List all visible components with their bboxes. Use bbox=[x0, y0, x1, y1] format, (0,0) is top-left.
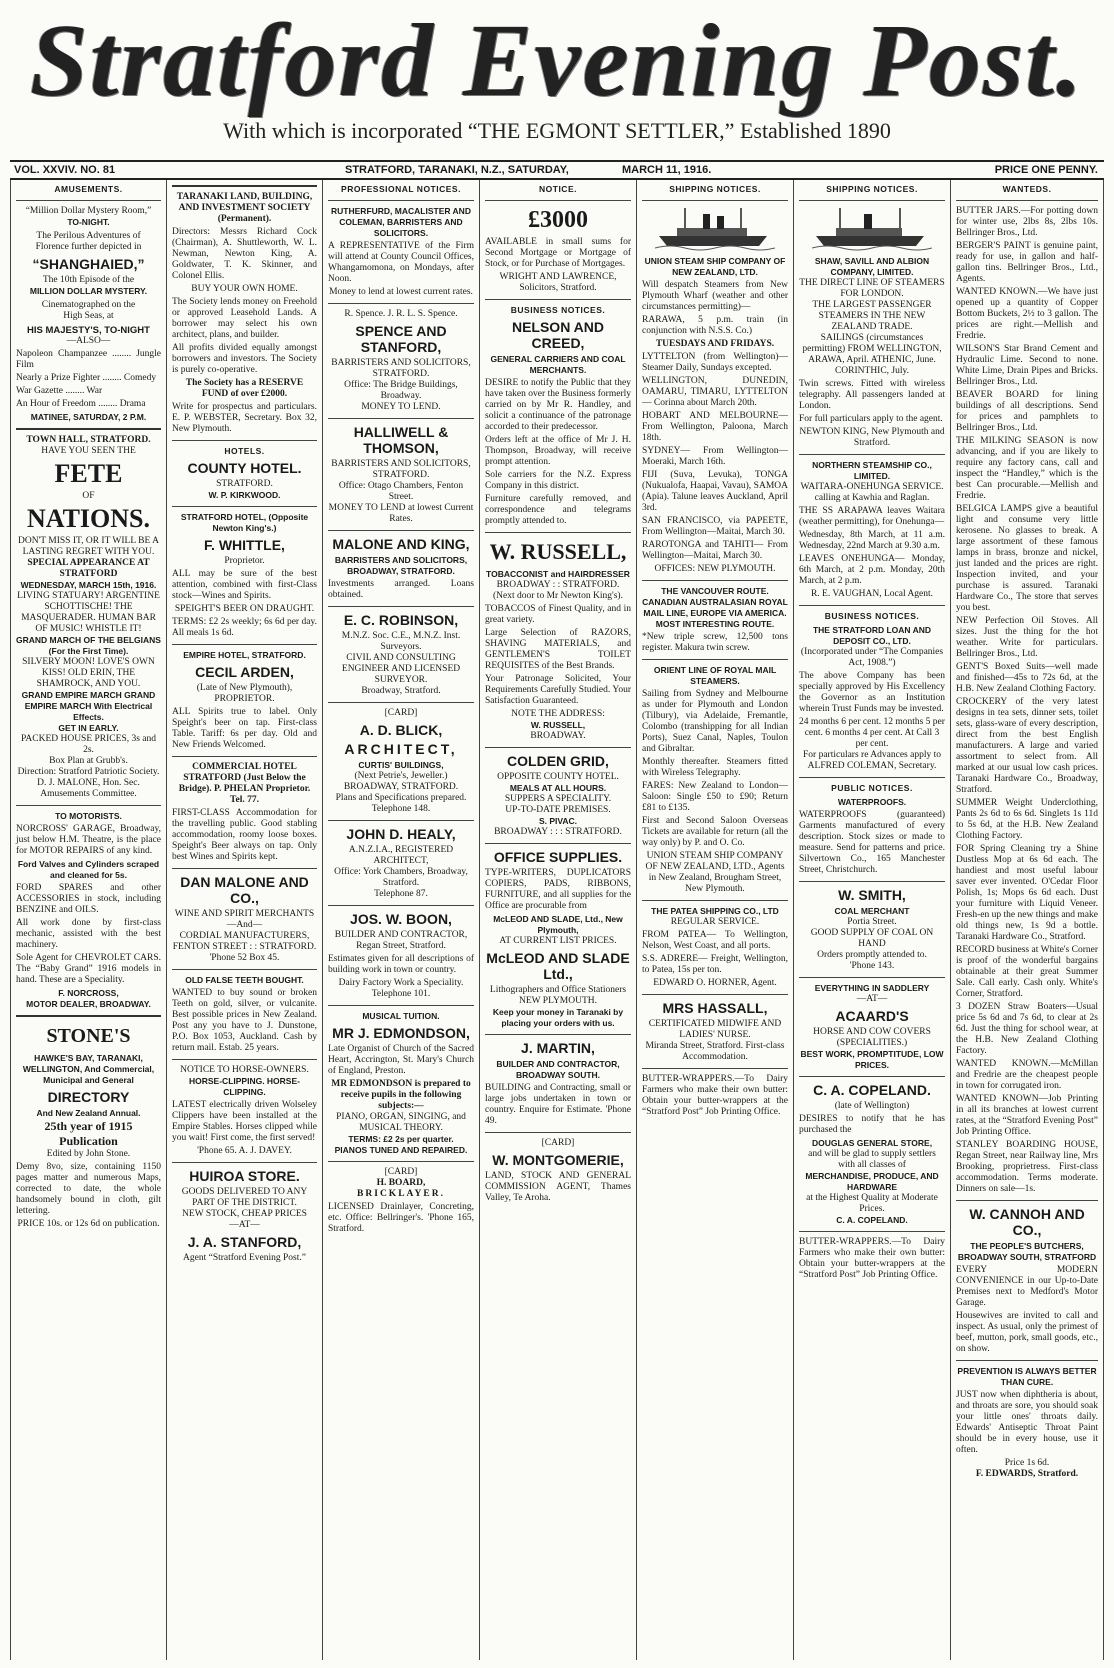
text-line: CERTIFICATED MIDWIFE AND LADIES' NURSE. bbox=[648, 1019, 782, 1040]
text-line: FENTON STREET : : STRATFORD. bbox=[172, 942, 317, 952]
text-line: TERMS: £2 2s weekly; 6s 6d per day. All meals 1s 6d. bbox=[172, 617, 317, 638]
text-line: “Million Dollar Mystery Room,” bbox=[25, 206, 152, 216]
text-line: MOTOR DEALER, BROADWAY. bbox=[26, 999, 151, 1009]
text-line: —AT— bbox=[856, 994, 888, 1004]
text-line: STRATFORD. bbox=[216, 479, 273, 489]
text-line: Will despatch Steamers from New Plymouth Wharf (weather and other circumstances permitting)— bbox=[642, 280, 788, 312]
column-shipping-notices-2 bbox=[794, 180, 950, 1660]
text-line: (Next door to Mr Newton King's). bbox=[493, 591, 623, 601]
text-line: CORDIAL MANUFACTURERS, bbox=[179, 931, 310, 941]
text-line: Broadway, Stratford. bbox=[361, 686, 441, 696]
text-line: WANTED KNOWN.—McMillan and Fredrie are the cheapest people in town for corrugated iron. bbox=[956, 1059, 1098, 1091]
column-wanteds bbox=[951, 180, 1103, 1660]
text-line: PREVENTION IS ALWAYS BETTER THAN CURE. bbox=[957, 1366, 1097, 1387]
text-line: WANTED KNOWN.—We have just opened up a quantity of Copper Bottom Buckets, 2½ to 3 gallon. The prices are right.—Mellish and Fredrie. bbox=[956, 287, 1098, 341]
text-line: and will be glad to supply settlers with all classes of bbox=[808, 1149, 936, 1170]
text-line: Furniture carefully removed, and correspondence and telegrams promptly attended to. bbox=[485, 494, 631, 526]
text-line: ARAWA, April. ATHENIC, June. CORINTHIC, July. bbox=[808, 355, 936, 376]
text-line: [CARD] bbox=[384, 1167, 418, 1177]
text-line: THE DIRECT LINE OF STEAMERS FOR LONDON. bbox=[799, 278, 945, 299]
text-line: WANTED KNOWN—Job Printing in all its branches at lowest current rates, at the “Stratford Evening Post” Job Printing Office. bbox=[956, 1094, 1098, 1137]
section-heading: BUSINESS NOTICES. bbox=[510, 305, 606, 315]
text-line: McLEOD AND SLADE Ltd., bbox=[486, 950, 630, 982]
newspaper-title: Stratford Evening Post. bbox=[29, 3, 1085, 118]
text-line: TERMS: £2 2s per quarter. bbox=[348, 1134, 454, 1144]
text-line: Proprietor. bbox=[224, 556, 265, 566]
text-line: For particulars re Advances apply to bbox=[803, 750, 941, 760]
text-line: Plans and Specifications prepared. Telephone 148. bbox=[335, 793, 467, 814]
text-line: Direction: Stratford Patriotic Society. D. J. MALONE, Hon. Sec. Amusements Committee. bbox=[17, 767, 160, 799]
text-line: UNION STEAM SHIP COMPANY OF NEW ZEALAND, LTD. bbox=[644, 256, 786, 277]
steamship-illustration bbox=[812, 206, 932, 252]
text-line: CANADIAN AUSTRALASIAN ROYAL MAIL LINE, EUROPE VIA AMERICA. MOST INTERESTING ROUTE. bbox=[642, 597, 788, 629]
text-line: WEDNESDAY, MARCH 15th, 1916. bbox=[20, 580, 157, 590]
text-line: Estimates given for all descriptions of building work in town or country. bbox=[328, 954, 474, 975]
text-line: Lithographers and Office Stationers NEW PLYMOUTH. bbox=[489, 985, 627, 1006]
text-line: OFFICE SUPPLIES. bbox=[493, 849, 623, 865]
text-line: Orders left at the office of Mr J. H. Thompson, Broadway, will receive prompt attention. bbox=[485, 435, 631, 467]
text-line: THE SS ARAPAWA leaves Waitara (weather permitting), for Onehunga— bbox=[799, 506, 945, 527]
text-line: First and Second Saloon Overseas Tickets are available for return (all the way only) by P. and O. Co. bbox=[642, 816, 788, 848]
text-line: SUMMER Weight Underclothing, Pants 2s 6d to 6s 6d. Singlets 1s 11d to 5s 6d, at the H.B. New Zealand Clothing Factory. bbox=[956, 798, 1098, 841]
text-line: 'Phone 65. A. J. DAVEY. bbox=[197, 1146, 292, 1156]
column-shipping-notices bbox=[637, 180, 793, 1660]
text-line: EDWARD O. HORNER, Agent. bbox=[653, 978, 777, 988]
text-line: LICENSED Drainlayer, Concreting, etc. Office: Bellringer's. 'Phone 165, Stratford. bbox=[328, 1202, 474, 1234]
text-line: LEAVES ONEHUNGA— Monday, 6th March, at 2 p.m. Monday, 20th March, at 2 p.m. bbox=[799, 554, 945, 586]
text-line: WAITARA-ONEHUNGA SERVICE. calling at Kawhia and Raglan. bbox=[800, 482, 944, 503]
text-line: JOHN D. HEALY, bbox=[346, 826, 456, 842]
text-line: E. C. ROBINSON, bbox=[343, 612, 459, 628]
text-line: (Next Petrie's, Jeweller.) BROADWAY, STRATFORD. bbox=[343, 771, 459, 792]
text-line: TO MOTORISTS. bbox=[55, 811, 122, 821]
text-line: WATERPROOFS. bbox=[837, 797, 907, 807]
text-line: AT CURRENT LIST PRICES. bbox=[499, 936, 617, 946]
text-line: DOUGLAS GENERAL STORE, bbox=[811, 1138, 933, 1148]
text-line: TOWN HALL, STRATFORD. bbox=[26, 435, 151, 445]
text-line: Your Patronage Solicited, Your Requirements Carefully Studied. Your Satisfaction Guaranteed. bbox=[485, 674, 631, 706]
text-line: H. BOARD, bbox=[376, 1178, 426, 1188]
text-line: J. A. STANFORD, bbox=[187, 1234, 302, 1250]
text-line: WATERPROOFS (guaranteed) Garments manufactured of every description. Stock sizes or made to measure. Send for patterns and price. Silvertown Co., 165 Manchester Street, Christchurch. bbox=[799, 810, 945, 875]
text-line: W. CANNOH AND CO., bbox=[969, 1206, 1085, 1238]
text-line: SYDNEY— From Wellington—Moeraki, March 16th. bbox=[642, 446, 788, 467]
text-line: FARES: New Zealand to London— Saloon: Single £50 to £90; Return £81 to £135. bbox=[642, 781, 788, 813]
text-line: TUESDAYS AND FRIDAYS. bbox=[655, 339, 775, 349]
text-line: BUY YOUR OWN HOME. bbox=[191, 284, 298, 294]
text-line: An Hour of Freedom ........ Drama bbox=[16, 399, 146, 409]
place-line: STRATFORD, TARANAKI, N.Z., SATURDAY, bbox=[345, 164, 569, 176]
text-line: MONEY TO LEND at lowest Current Rates. bbox=[328, 503, 474, 524]
text-line: GOOD SUPPLY OF COAL ON HAND bbox=[810, 928, 934, 949]
section-heading: PUBLIC NOTICES. bbox=[831, 783, 913, 793]
text-line: DON'T MISS IT, OR IT WILL BE A LASTING REGRET WITH YOU. bbox=[17, 536, 160, 557]
text-line: Wednesday, 8th March, at 11 a.m. Wednesday, 22nd March at 9.30 a.m. bbox=[799, 530, 945, 551]
text-line: MATINEE, SATURDAY, 2 P.M. bbox=[30, 412, 147, 422]
text-line: BERGER'S PAINT is genuine paint, ready for use, in gallon and half-gallon tins. Bellringer Bros., Ltd., Agents. bbox=[956, 241, 1098, 284]
text-line: MONEY TO LEND. bbox=[361, 402, 441, 412]
text-line: BUTTER-WRAPPERS.—To Dairy Farmers who make their own butter: Obtain your butter-wrappers at the “Stratford Post” Job Printing Office. bbox=[642, 1074, 788, 1117]
column-rule bbox=[1103, 180, 1104, 1660]
text-line: Box Plan at Grubb's. bbox=[49, 756, 128, 766]
text-line: [CARD] bbox=[384, 708, 418, 718]
text-line: J. MARTIN, bbox=[521, 1040, 595, 1056]
text-line: SAILINGS (circumstances permitting) FROM WELLINGTON, bbox=[802, 333, 942, 354]
text-line: MILLION DOLLAR MYSTERY. bbox=[29, 286, 148, 296]
text-line: HORSE AND COW COVERS (SPECIALITIES.) bbox=[813, 1027, 931, 1048]
text-line: TYPE-WRITERS, DUPLICATORS COPIERS, PADS, RIBBONS, FURNITURE, and all supplies for the Office are procurable from bbox=[485, 868, 631, 911]
text-line: SAN FRANCISCO, via PAPEETE, From Wellington—Maitai, March 30. bbox=[642, 516, 788, 537]
text-line: WILSON'S Star Brand Cement and Hydraulic Lime. Second to none. White Lime, Drain Pipes and Bricks. Bellringer Bros., Ltd. bbox=[956, 344, 1098, 387]
text-line: NOTICE TO HORSE-OWNERS. bbox=[180, 1065, 309, 1075]
text-line: GENT'S Boxed Suits—well made and finished—45s to 72s 6d, at the H.B. New Zealand Clothing Factory. bbox=[956, 662, 1098, 694]
text-line: HAVE YOU SEEN THE bbox=[41, 446, 136, 456]
text-line: THE LARGEST PASSENGER STEAMERS IN THE NEW ZEALAND TRADE. bbox=[812, 300, 932, 332]
text-line: MR EDMONDSON is prepared to receive pupils in the following subjects:— bbox=[331, 1079, 471, 1111]
text-line: BUILDING and Contracting, small or large jobs undertaken in town or country. Enquire for Estimate. 'Phone 49. bbox=[485, 1083, 631, 1126]
text-line: MR J. EDMONDSON, bbox=[332, 1025, 470, 1041]
text-line: Portia Street. bbox=[847, 917, 897, 927]
text-line: S.S. ADRERE— Freight, Wellington, to Patea, 15s per ton. bbox=[642, 954, 788, 975]
text-line: UNION STEAM SHIP COMPANY OF NEW ZEALAND, LTD., Agents in New Zealand, Brougham Street, New Plymouth. bbox=[645, 851, 785, 894]
text-line: TARANAKI LAND, BUILDING, AND INVESTMENT SOCIETY (Permanent). bbox=[176, 192, 313, 224]
text-line: THE PATEA SHIPPING CO., LTD bbox=[651, 906, 779, 916]
text-line: Orders promptly attended to. bbox=[817, 950, 927, 960]
text-line: A REPRESENTATIVE of the Firm will attend at County Council Offices, Whangamomona, on Mondays, after Noon. bbox=[328, 241, 474, 284]
text-line: MRS HASSALL, bbox=[662, 1000, 768, 1016]
text-line: M.N.Z. Soc. C.E., M.N.Z. Inst. Surveyors. bbox=[341, 631, 461, 652]
text-line: C. A. COPELAND. bbox=[813, 1082, 931, 1098]
text-line: 24 months 6 per cent. 12 months 5 per cent. 6 months 4 per cent. At Call 3 per cent. bbox=[799, 717, 945, 749]
text-line: FROM PATEA— To Wellington, Nelson, West Coast, and all ports. bbox=[642, 930, 788, 951]
text-line: Investments arranged. Loans obtained. bbox=[328, 579, 474, 600]
section-heading: BUSINESS NOTICES. bbox=[824, 611, 920, 621]
text-line: MEALS AT ALL HOURS. bbox=[509, 783, 607, 793]
text-line: Write for prospectus and particulars. E. P. WEBSTER, Secretary. Box 32, New Plymouth. bbox=[172, 402, 317, 434]
text-line: Late Organist of Church of the Sacred Heart, Accrington, St. Mary's Church of England, Preston. bbox=[328, 1044, 474, 1076]
text-line: GOODS DELIVERED TO ANY PART OF THE DISTRICT. bbox=[181, 1187, 308, 1208]
text-line: 3 DOZEN Straw Boaters—Usual price 5s 6d and 7s 6d, to clear at 2s 6d. Just the thing for school wear, at the H.B. New Zealand Clothing Factory. bbox=[956, 1002, 1098, 1056]
text-line: HOBART AND MELBOURNE—From Wellington, Paloona, March 18th. bbox=[642, 411, 788, 443]
text-line: FOR Spring Cleaning try a Shine Dustless Mop at 6s 6d each. The handiest and most useful labour saver ever invented. O'Cedar Floor Polish, 1s; Mops 6s 6d each. Dust your furniture with Liquid Veneer. Fresh-en up the new things and make old things new, 1s 9d a bottle. Taranaki Hardware Co., Stratford. bbox=[956, 844, 1098, 942]
text-line: COAL MERCHANT bbox=[834, 906, 910, 916]
text-line: All work done by first-class mechanic, assisted with the best machinery. bbox=[16, 918, 161, 950]
text-line: EMPIRE HOTEL, STRATFORD. bbox=[183, 650, 306, 660]
text-line: RARAWA, 5 p.m. train (in conjunction with N.S.S. Co.) bbox=[642, 315, 788, 336]
text-line: £3000 bbox=[528, 207, 588, 233]
text-line: DIRECTORY bbox=[47, 1089, 130, 1105]
text-line: HAWKE'S BAY, TARANAKI, WELLINGTON, And Commercial, Municipal and General bbox=[22, 1053, 155, 1085]
text-line: GRAND EMPIRE MARCH GRAND EMPIRE MARCH With Electrical Effects. bbox=[21, 690, 156, 722]
text-line: (Late of New Plymouth), PROPRIETOR. bbox=[196, 683, 293, 704]
text-line: ALFRED COLEMAN, Secretary. bbox=[807, 761, 937, 771]
text-line: HALLIWELL & THOMSON, bbox=[353, 424, 449, 456]
text-line: BROADWAY SOUTH, STRATFORD bbox=[957, 1252, 1097, 1262]
text-line: Office: Otago Chambers, Fenton Street. bbox=[338, 481, 464, 502]
text-line: [CARD] bbox=[541, 1138, 575, 1148]
text-line: NELSON AND CREED, bbox=[511, 319, 605, 351]
text-line: SPEIGHT'S BEER ON DRAUGHT. bbox=[174, 604, 315, 614]
text-line: Sailing from Sydney and Melbourne as under for Plymouth and London (Tilbury), via Adelaide, Fremantle, Colombo (transhipping for all Indian Ports), Suez Canal, Naples, Toulon and Gibraltar. bbox=[642, 689, 788, 754]
text-line: THE VANCOUVER ROUTE. bbox=[661, 586, 769, 596]
section-heading: NOTICE. bbox=[539, 184, 577, 194]
text-line: SPENCE AND STANFORD, bbox=[355, 323, 447, 355]
text-line: For full particulars apply to the agent. bbox=[799, 414, 943, 424]
text-line: BARRISTERS AND SOLICITORS, STRATFORD. bbox=[331, 358, 471, 379]
text-line: NEW STOCK, CHEAP PRICES bbox=[182, 1209, 307, 1219]
section-heading: SHIPPING NOTICES. bbox=[826, 184, 918, 194]
text-line: War Gazette ........ War bbox=[16, 386, 103, 396]
text-line: COMMERCIAL HOTEL STRATFORD (Just Below the Bridge). P. PHELAN Proprietor. Tel. 77. bbox=[178, 762, 311, 805]
text-line: MUSICAL TUITION. bbox=[362, 1011, 440, 1021]
text-line: at the Highest Quality at Moderate Prices. bbox=[806, 1193, 938, 1214]
text-line: 25th year of 1915 Publication bbox=[44, 1119, 133, 1148]
text-line: JOS. W. BOON, bbox=[350, 911, 452, 927]
text-line: The 10th Episode of the bbox=[42, 275, 135, 285]
text-line: COUNTY HOTEL. bbox=[187, 460, 302, 476]
column-business-notices bbox=[480, 180, 636, 1660]
text-line: DESIRE to notify the Public that they have taken over the Business formerly carried on by Mr R. Handley, and solicit a continuance of the patronage accorded to their predecessor. bbox=[485, 378, 631, 432]
text-line: Housewives are invited to call and inspect. As usual, only the primest of beef, mutton, pork, small goods, etc., on show. bbox=[956, 1311, 1098, 1354]
text-line: A. D. BLICK, bbox=[359, 722, 443, 738]
text-line: BROADWAY SOUTH. bbox=[515, 1070, 601, 1080]
text-line: THE PEOPLE'S BUTCHERS, bbox=[970, 1241, 1084, 1251]
text-line: STRATFORD HOTEL, (Opposite Newton King's.) bbox=[180, 512, 309, 533]
text-line: GRAND MARCH OF THE BELGIANS (For the First Time). bbox=[16, 635, 161, 656]
text-line: MERCHANDISE, PRODUCE, AND HARDWARE bbox=[805, 1171, 939, 1192]
text-line: THE STRATFORD LOAN AND DEPOSIT CO., LTD. bbox=[812, 625, 932, 646]
text-line: BEST WORK, PROMPTITUDE, LOW PRICES. bbox=[800, 1049, 944, 1070]
text-line: The Society has a RESERVE FUND of over £2000. bbox=[185, 378, 304, 399]
text-line: STANLEY BOARDING HOUSE, Regan Street, near Railway line, Mrs Brooking, proprietress. First-class accommodation. Terms moderate. Dinners on sale—1s. bbox=[956, 1140, 1098, 1194]
text-line: —ALSO— bbox=[66, 336, 111, 346]
text-line: Napoleon Champanzee ........ Jungle Film bbox=[16, 349, 161, 370]
text-line: ARCHITECT, bbox=[344, 741, 458, 757]
column-amusements bbox=[11, 180, 166, 1660]
text-line: PIANOS TUNED AND REPAIRED. bbox=[334, 1145, 468, 1155]
text-line: FIRST-CLASS Accommodation for the travelling public. Good stabling accommodation, roomy loose boxes. Speight's Beer always on tap. Only best Wines and Spirits kept. bbox=[172, 808, 317, 862]
text-line: NORTHERN STEAMSHIP CO., LIMITED. bbox=[812, 460, 932, 481]
text-line: REGULAR SERVICE. bbox=[670, 917, 760, 927]
text-line: Keep your money in Taranaki by placing your orders with us. bbox=[492, 1007, 624, 1028]
text-line: ACAARD'S bbox=[835, 1008, 909, 1024]
text-line: BARRISTERS AND SOLICITORS, STRATFORD. bbox=[331, 459, 471, 480]
text-line: Directors: Messrs Richard Cock (Chairman), A. Shuttleworth, W. L. Newman, Newton King, A. Goldwater, T. K. Skinner, and Colonel Ellis. bbox=[172, 227, 317, 281]
text-line: Sole Agent for CHEVROLET CARS. The “Baby Grand” 1916 models in hand. These are a Speciality. bbox=[16, 953, 161, 985]
text-line: LIVING STATUARY! ARGENTINE SCHOTTISCHE! THE MASQUERADER. HUMAN BAR OF MUSIC! WHISTLE IT! bbox=[17, 591, 160, 634]
text-line: PRICE 10s. or 12s 6d on publication. bbox=[17, 1219, 160, 1229]
text-line: STONE'S bbox=[46, 1025, 131, 1047]
text-line: LAND, STOCK AND GENERAL COMMISSION AGENT, Thames Valley, Te Aroha. bbox=[485, 1171, 631, 1203]
text-line: Price 1s 6d. bbox=[1004, 1458, 1050, 1468]
text-line: NATIONS. bbox=[26, 504, 151, 533]
volume-number: VOL. XXVIV. NO. 81 bbox=[14, 164, 116, 176]
text-line: Office: York Chambers, Broadway, Stratford. bbox=[334, 867, 468, 888]
text-line: (late of Wellington) bbox=[834, 1101, 910, 1111]
text-line: NOTE THE ADDRESS: bbox=[511, 709, 605, 719]
text-line: WINE AND SPIRIT MERCHANTS bbox=[174, 909, 315, 919]
text-line: RECORD business at White's Corner is proof of the wonderful bargains obtainable at their great Summer Sale. Call early. Cash only. White's Corner, Stratford. bbox=[956, 945, 1098, 999]
section-heading: SHIPPING NOTICES. bbox=[669, 184, 761, 194]
text-line: TO-NIGHT. bbox=[67, 217, 110, 227]
text-line: FIJI (Suva, Levuka), TONGA (Nukualofa, Haapai, Vavau), SAMOA (Apia). Talune leaves Auckland, April 3rd. bbox=[642, 470, 788, 513]
text-line: OF bbox=[82, 491, 95, 501]
text-line: HIS MAJESTY'S, TO-NIGHT bbox=[27, 325, 150, 336]
text-line: Demy 8vo, size, containing 1150 pages matter and numerous Maps, corrected to date, the whole handsomely bound in cloth, gilt lettering. bbox=[16, 1162, 161, 1216]
text-line: 'Phone 143. bbox=[849, 961, 895, 971]
text-line: W. SMITH, bbox=[838, 887, 906, 903]
issue-date: MARCH 11, 1916. bbox=[622, 164, 712, 176]
text-line: OLD FALSE TEETH BOUGHT. bbox=[185, 975, 304, 985]
text-line: Office: The Bridge Buildings, Broadway. bbox=[344, 380, 458, 401]
text-line: BELGICA LAMPS give a beautiful light and consume very little kerosene. No glasses to break. A large assortment of these famous lamps in brass, bronze and nickel, just landed and the prices are right. Inspection invited, and your purchase is assured. Taranaki Hardware Co., The store that serves you best. bbox=[956, 504, 1098, 613]
dateline bbox=[10, 160, 1104, 180]
text-line: SPECIAL APPEARANCE AT STRATFORD bbox=[27, 558, 150, 579]
text-line: HORSE-CLIPPING. HORSE-CLIPPING. bbox=[189, 1076, 300, 1097]
text-line: BRICKLAYER. bbox=[357, 1189, 445, 1199]
text-line: BUILDER AND CONTRACTOR, bbox=[496, 1059, 620, 1069]
section-heading: HOTELS. bbox=[224, 446, 265, 456]
text-line: A.N.Z.I.A., REGISTERED ARCHITECT, bbox=[348, 845, 454, 866]
newspaper-subtitle: With which is incorporated “THE EGMONT SETTLER,” Established 1890 bbox=[223, 118, 891, 143]
text-line: COLDEN GRID, bbox=[507, 753, 609, 769]
text-line: —And— bbox=[226, 920, 263, 930]
text-line: NEW Perfection Oil Stoves. All sizes. Just the thing for the hot weather. Write for particulars. Bellringer Bros., Ltd. bbox=[956, 616, 1098, 659]
text-line: F. WHITTLE, bbox=[204, 537, 285, 553]
text-line: (Incorporated under “The Companies Act, 1908.”) bbox=[800, 647, 944, 668]
text-line: W. RUSSELL, bbox=[530, 720, 586, 730]
text-line: SILVERY MOON! LOVE'S OWN KISS! OLD ERIN, THE SHAMROCK, AND YOU. bbox=[22, 657, 155, 689]
text-line: Agent “Stratford Evening Post.” bbox=[183, 1253, 306, 1263]
text-line: W. P. KIRKWOOD. bbox=[208, 490, 281, 500]
text-line: DESIRES to notify that he has purchased the bbox=[799, 1114, 945, 1135]
text-line: MALONE AND KING, bbox=[332, 536, 470, 552]
text-line: AVAILABLE in small sums for Second Mortgage or Mortgage of Stock, or for Purchase of Mortgages. bbox=[485, 237, 631, 269]
text-line: FORD SPARES and other ACCESSORIES in stock, including BENZINE and OILS. bbox=[16, 883, 161, 915]
text-line: NEWTON KING, New Plymouth and Stratford. bbox=[799, 427, 945, 448]
text-line: Ford Valves and Cylinders scraped and cleaned for 5s. bbox=[17, 859, 160, 880]
text-line: WANTED to buy sound or broken Teeth on gold, silver, or vulcanite. Best possible prices in New Zealand. Post any you have to J. Dunstone, P.O. Box 1053, Auckland. Cash by return mail. Estab. 25 years. bbox=[172, 988, 317, 1053]
text-line: SHAW, SAVILL AND ALBION COMPANY, LIMITED. bbox=[814, 256, 930, 277]
text-line: EVERY MODERN CONVENIENCE in our Up-to-Date Premises next to Medford's Motor Garage. bbox=[956, 1265, 1098, 1308]
text-line: BROADWAY. bbox=[530, 731, 586, 741]
text-line: S. PIVAC. bbox=[538, 816, 578, 826]
text-line: WELLINGTON, DUNEDIN, OAMARU, TIMARU, LYTTELTON— Corinna about March 20th. bbox=[642, 376, 788, 408]
text-line: RUTHERFURD, MACALISTER AND COLEMAN, BARRISTERS AND SOLICITORS. bbox=[331, 206, 471, 238]
text-line: BROADWAY : : STRATFORD. bbox=[496, 580, 620, 590]
text-line: *New triple screw, 12,500 tons register. Makura twin screw. bbox=[642, 632, 788, 653]
masthead bbox=[10, 3, 1104, 144]
text-line: ALL Spirits true to label. Only Speight's beer on tap. First-class Table. Tariff: 6s per day. Old and New Friends Welcomed. bbox=[172, 707, 317, 750]
text-line: TOBACCOS of Finest Quality, and in great variety. bbox=[485, 604, 631, 625]
text-line: TOBACCONIST and HAIRDRESSER bbox=[486, 569, 630, 579]
text-line: Large Selection of RAZORS, SHAVING MATERIALS, and GENTLEMEN'S TOILET REQUISITES of the Best Brands. bbox=[485, 628, 631, 671]
text-line: Miranda Street, Stratford. First-class Accommodation. bbox=[645, 1041, 785, 1062]
text-line: UP-TO-DATE PREMISES. bbox=[505, 805, 611, 815]
section-heading: WANTEDS. bbox=[1002, 184, 1052, 194]
text-line: BEAVER BOARD for lining buildings of all descriptions. Send for prices and pamphlets to Bellringer Bros., Ltd. bbox=[956, 390, 1098, 433]
text-line: Edited by John Stone. bbox=[46, 1149, 131, 1159]
text-line: Sole carriers for the N.Z. Express Company in this district. bbox=[485, 470, 631, 491]
text-line: The Perilous Adventures of Florence further depicted in bbox=[35, 231, 142, 252]
text-line: LYTTELTON (from Wellington)— Steamer Daily, Sundays excepted. bbox=[642, 352, 788, 373]
text-line: F. EDWARDS, Stratford. bbox=[975, 1469, 1079, 1479]
text-line: The above Company has been specially approved by His Excellency the Governor as an Institution wherein Trust Funds may be invested. bbox=[799, 671, 945, 714]
section-heading: PROFESSIONAL NOTICES. bbox=[341, 184, 461, 194]
text-line: FETE bbox=[54, 459, 123, 488]
text-line: —AT— bbox=[229, 1220, 260, 1230]
section-heading: AMUSEMENTS. bbox=[54, 184, 123, 194]
text-line: PACKED HOUSE PRICES, 3s and 2s. bbox=[20, 734, 157, 755]
text-line: Telephone 87. bbox=[374, 889, 428, 899]
steamship-illustration bbox=[655, 206, 775, 252]
text-line: CURTIS' BUILDINGS, bbox=[358, 760, 444, 770]
text-line: BUILDER AND CONTRACTOR, Regan Street, Stratford. bbox=[334, 930, 468, 951]
text-line: 'Phone 52 Box 45. bbox=[209, 953, 280, 963]
text-line: GET IN EARLY. bbox=[58, 723, 119, 733]
text-line: HUIROA STORE. bbox=[189, 1168, 300, 1184]
text-line: CROCKERY of the very latest designs in tea sets, dinner sets, toilet sets, glass-ware of every description, direct from the best English manufacturers. A large and varied assortment to select from. All marked at our usual low cash prices. Taranaki Hardware Co., Broadway, Stratford. bbox=[956, 697, 1098, 795]
text-line: R. E. VAUGHAN, Local Agent. bbox=[810, 589, 934, 599]
text-line: SUPPERS A SPECIALITY. bbox=[504, 794, 612, 804]
text-line: F. NORCROSS, bbox=[58, 988, 119, 998]
text-line: GENERAL CARRIERS AND COAL MERCHANTS. bbox=[490, 354, 626, 375]
text-line: THE MILKING SEASON is now advancing, and if you are likely to require any factory cans, call and inspect the “Handley,” which is the best Can procurable.—Mellish and Fredrie. bbox=[956, 436, 1098, 501]
text-line: Twin screws. Fitted with wireless telegraphy. All passengers landed at London. bbox=[799, 379, 945, 411]
text-line: The Society lends money on Freehold or approved Leasehold Lands. A borrower may select his own architect, plans, and builder. bbox=[172, 297, 317, 340]
text-line: BROADWAY : : : STRATFORD. bbox=[494, 827, 622, 837]
text-line: McLEOD AND SLADE, Ltd., New Plymouth, bbox=[493, 914, 623, 935]
text-line: LATEST electrically driven Wolseley Clippers have been installed at the Empire Stables. Horses clipped while you wait! First come, the first served! bbox=[172, 1100, 317, 1143]
text-line: CIVIL AND CONSULTING ENGINEER AND LICENSED SURVEYOR. bbox=[341, 653, 461, 685]
text-line: ALL may be sure of the best attention, combined with first-Class stock—Wines and Spirits. bbox=[172, 569, 317, 601]
text-line: ORIENT LINE OF ROYAL MAIL STEAMERS. bbox=[653, 665, 777, 686]
text-line: BROADWAY, STRATFORD. bbox=[347, 566, 455, 576]
text-line: Dairy Factory Work a Speciality. Telephone 101. bbox=[338, 978, 464, 999]
text-line: WRIGHT AND LAWRENCE, Solicitors, Stratford. bbox=[499, 272, 617, 293]
text-line: CECIL ARDEN, bbox=[195, 664, 294, 680]
text-line: PIANO, ORGAN, SINGING, and MUSICAL THEORY. bbox=[336, 1112, 466, 1133]
text-line: Monthly thereafter. Steamers fitted with Wireless Telegraphy. bbox=[642, 757, 788, 778]
text-line: RAROTONGA and TAHITI— From Wellington—Maitai, March 30. bbox=[642, 540, 788, 561]
text-line: And New Zealand Annual. bbox=[36, 1108, 141, 1118]
text-line: W. RUSSELL, bbox=[489, 539, 627, 564]
text-line: OFFICES: NEW PLYMOUTH. bbox=[654, 564, 776, 574]
text-line: Cinematographed on the High Seas, at bbox=[41, 300, 136, 321]
text-line: DAN MALONE AND CO., bbox=[180, 874, 309, 906]
text-line: NORCROSS' GARAGE, Broadway, just below H.M. Theatre, is the place for MOTOR REPAIRS of any kind. bbox=[16, 824, 161, 856]
text-line: Money to lend at lowest current rates. bbox=[329, 287, 473, 297]
text-line: EVERYTHING IN SADDLERY bbox=[814, 983, 930, 993]
column-professional-notices bbox=[323, 180, 479, 1660]
issue-price: PRICE ONE PENNY. bbox=[994, 164, 1098, 176]
text-line: JUST now when diphtheria is about, and throats are sore, you should soak your little ones' throats daily. Edwards' Antiseptic Throat Paint should be in every house, use it often. bbox=[956, 1390, 1098, 1455]
text-line: Nearly a Prize Fighter ........ Comedy bbox=[16, 373, 157, 383]
text-line: R. Spence. J. R. L. S. Spence. bbox=[344, 309, 458, 319]
column-hotels bbox=[167, 180, 322, 1660]
text-line: BUTTER-WRAPPERS.—To Dairy Farmers who make their own butter: Obtain your butter-wrappers at the “Stratford Post” Job Printing Office. bbox=[799, 1237, 945, 1280]
text-line: W. MONTGOMERIE, bbox=[492, 1152, 624, 1168]
text-line: “SHANGHAIED,” bbox=[32, 256, 145, 272]
text-line: OPPOSITE COUNTY HOTEL. bbox=[497, 772, 619, 782]
text-line: BUTTER JARS.—For potting down for winter use, 2lbs 8s, 2lbs 10s. Bellringer Bros., Ltd. bbox=[956, 206, 1098, 238]
text-line: C. A. COPELAND. bbox=[836, 1215, 908, 1225]
text-line: All profits divided equally amongst borrowers and investors. The Society is purely co-operative. bbox=[172, 343, 317, 375]
text-line: BARRISTERS AND SOLICITORS, bbox=[334, 555, 468, 565]
